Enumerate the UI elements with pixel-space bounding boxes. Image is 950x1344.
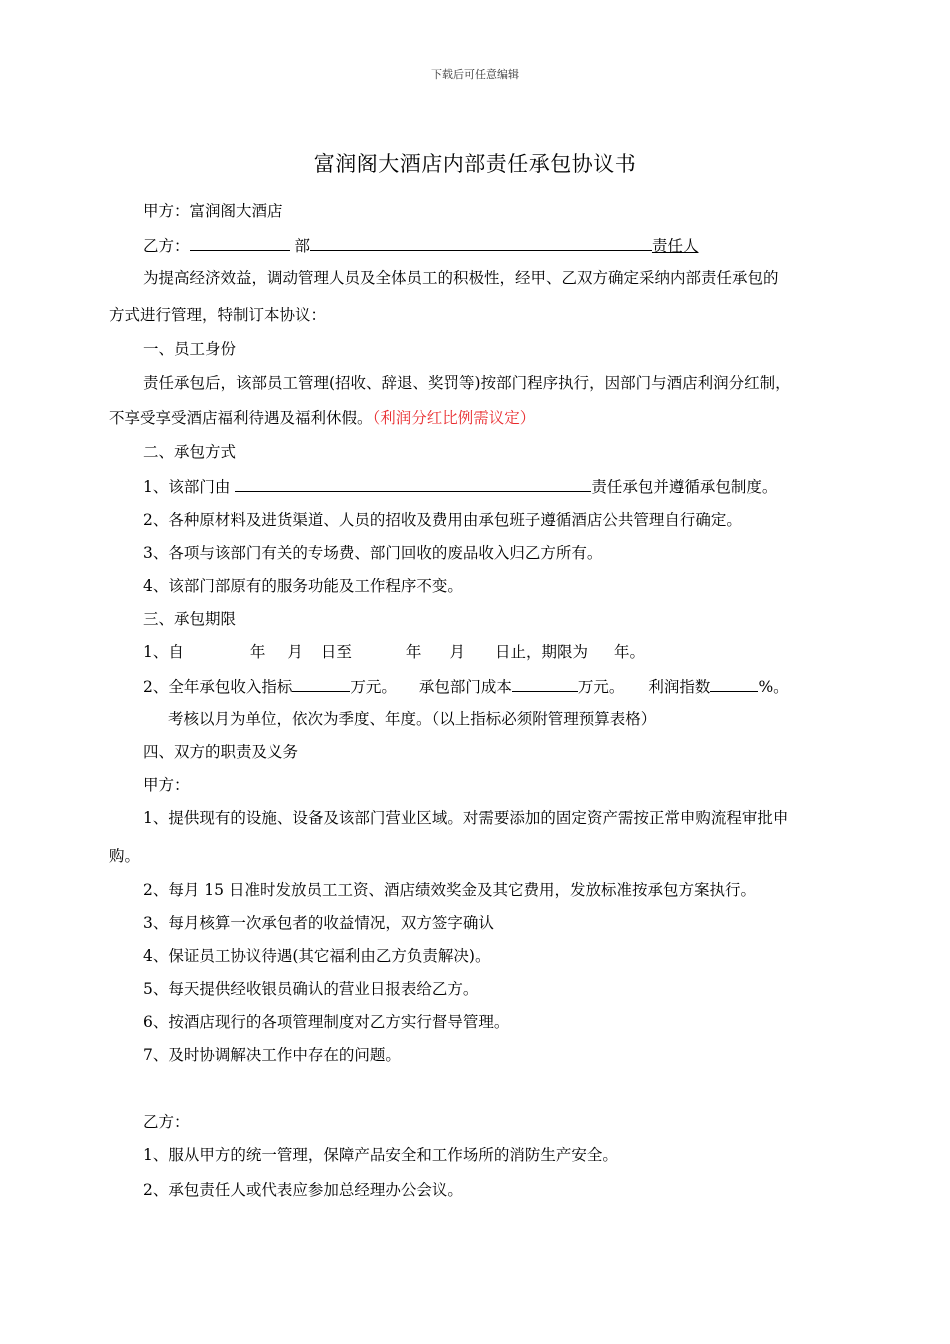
a-item-5: 5、每天提供经收银员确认的营业日报表给乙方。	[143, 980, 479, 998]
a-item-1-line-1: 1、提供现有的设施、设备及该部门营业区域。对需要添加的固定资产需按正常申购流程审批申	[143, 809, 789, 827]
document-title: 富润阁大酒店内部责任承包协议书	[313, 152, 637, 176]
section-1-heading: 一、员工身份	[143, 340, 237, 358]
cost-unit: 万元。	[577, 678, 625, 696]
assessment-line: 考核以月为单位，依次为季度、年度。（以上指标必须附管理预算表格）	[168, 710, 657, 728]
item-1-prefix: 1、该部门由	[143, 478, 231, 496]
section-2-heading: 二、承包方式	[143, 443, 237, 461]
period-day-end: 日止，期限为	[494, 643, 588, 661]
section-4-heading: 四、双方的职责及义务	[143, 743, 299, 761]
section-1-line-2	[109, 407, 535, 429]
item-1-suffix: 责任承包并遵循承包制度。	[591, 478, 778, 496]
a-item-7: 7、及时协调解决工作中存在的问题。	[143, 1046, 401, 1064]
page-header: 下载后可任意编辑	[431, 68, 519, 81]
section-2-item-3: 3、各项与该部门有关的专场费、部门回收的废品收入归乙方所有。	[143, 544, 603, 562]
a-item-2: 2、每月 15 日准时发放员工工资、酒店绩效奖金及其它费用，发放标准按承包方案执行。	[143, 881, 756, 899]
party-b-dept-label: 部	[294, 237, 310, 255]
intro-line-1: 为提高经济效益，调动管理人员及全体员工的积极性，经甲、乙双方确定采纳内部责任承包的	[143, 269, 779, 287]
a-item-3: 3、每月核算一次承包者的收益情况，双方签字确认	[143, 914, 494, 932]
a-item-4: 4、保证员工协议待遇(其它福利由乙方负责解决)。	[143, 947, 491, 965]
period-years: 年。	[613, 643, 645, 661]
section-1-text: 不享受享受酒店福利待遇及福利休假。	[109, 409, 373, 427]
a-item-6: 6、按酒店现行的各项管理制度对乙方实行督导管理。	[143, 1013, 510, 1031]
party-b-duties-label: 乙方：	[143, 1113, 190, 1131]
b-item-2: 2、承包责任人或代表应参加总经理办公会议。	[143, 1181, 463, 1199]
profit-index-unit: %。	[758, 678, 789, 696]
cost-label: 承包部门成本	[418, 678, 512, 696]
party-a-duties-label: 甲方：	[143, 776, 190, 794]
income-target-label: 2、全年承包收入指标	[143, 678, 293, 696]
period-year-1: 年	[249, 643, 266, 661]
period-month-1: 月	[287, 643, 303, 661]
party-b-person-label: 责任人	[651, 237, 699, 255]
targets-line	[143, 675, 789, 698]
section-1-line-1: 责任承包后，该部员工管理(招收、辞退、奖罚等)按部门程序执行，因部门与酒店利润分红制，	[143, 374, 791, 392]
party-a-line: 甲方：富润阁大酒店	[143, 202, 283, 220]
income-unit: 万元。	[350, 678, 397, 696]
party-b-line	[143, 234, 698, 257]
contract-period-line	[143, 641, 645, 663]
party-b-dept-blank[interactable]	[310, 234, 652, 251]
period-day-to: 日至	[320, 643, 352, 661]
cost-blank[interactable]	[512, 675, 578, 692]
a-item-1-line-2: 购。	[109, 847, 141, 865]
profit-index-blank[interactable]	[710, 675, 758, 692]
section-2-item-2: 2、各种原材料及进货渠道、人员的招收及费用由承包班子遵循酒店公共管理自行确定。	[143, 511, 742, 529]
period-month-2: 月	[449, 643, 465, 661]
income-target-blank[interactable]	[292, 675, 350, 692]
period-year-2: 年	[405, 643, 422, 661]
section-2-item-1	[143, 475, 777, 498]
profit-index-label: 利润指数	[648, 678, 711, 696]
section-2-item-4: 4、该部门部原有的服务功能及工作程序不变。	[143, 577, 463, 595]
party-b-label: 乙方：	[143, 237, 190, 255]
contractor-blank[interactable]	[235, 475, 591, 492]
section-3-heading: 三、承包期限	[143, 610, 237, 628]
period-from-label: 1、自	[143, 643, 184, 661]
profit-share-note: （利润分红比例需议定）	[372, 409, 536, 427]
intro-line-2: 方式进行管理，特制订本协议：	[109, 306, 327, 324]
b-item-1: 1、服从甲方的统一管理，保障产品安全和工作场所的消防生产安全。	[143, 1146, 618, 1164]
party-b-name-blank[interactable]	[190, 234, 290, 251]
